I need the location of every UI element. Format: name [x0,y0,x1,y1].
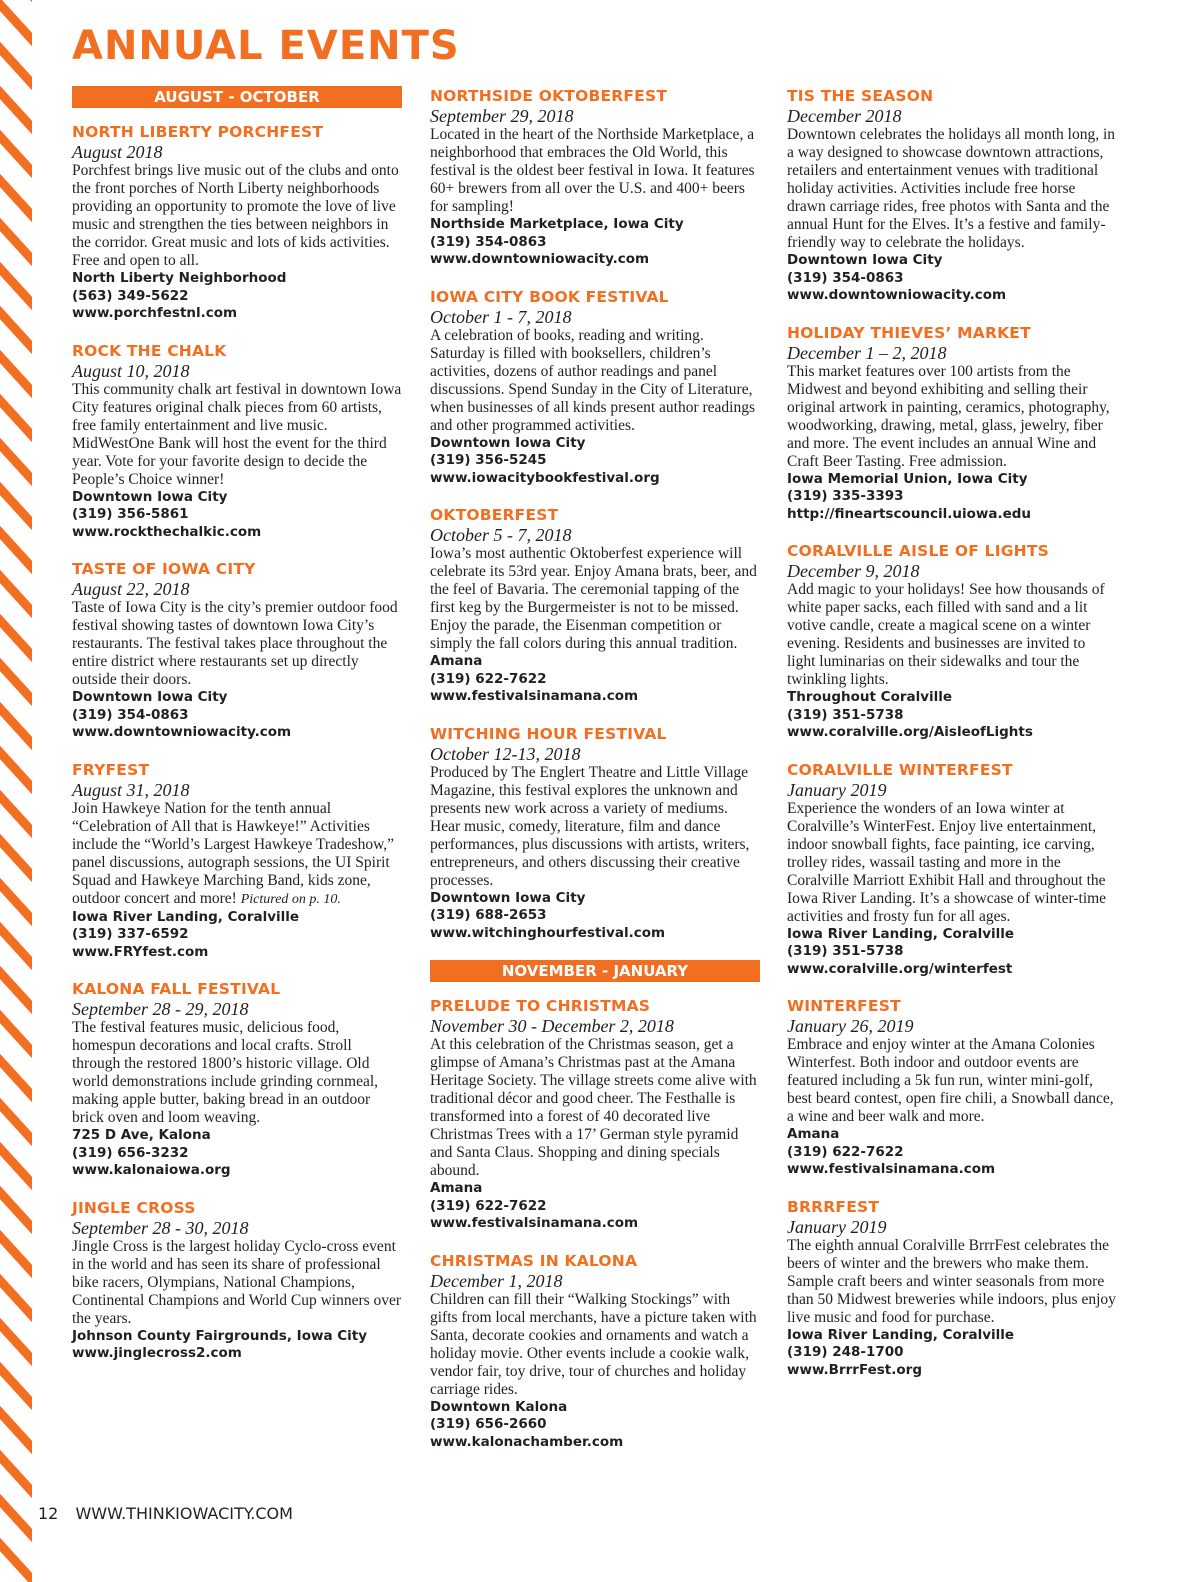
event-website-link[interactable]: www.kalonachamber.com [430,1433,624,1450]
decorative-stripe-border [0,0,32,1582]
event-description [787,126,1117,252]
event-list [787,86,1117,1379]
event-entry [72,122,402,323]
section-band-nov-jan: NOVEMBER - JANUARY [430,960,760,982]
event-phone: (319) 622-7622 [430,1197,547,1214]
event-entry [72,341,402,542]
event-description-text: Experience the wonders of an Iowa winter at Coralville’s WinterFest. Enjoy live entertainment, indoor snowball fights, face painting, ice carving, trolley rides, wassail tasting and more in the Coralville Marriott Exhibit Hall and throughout the Iowa River Landing. It’s a showcase of winter-time activities and frosty fun for all ages. [787,799,1107,925]
event-location: Northside Marketplace, Iowa City [430,216,684,232]
event-website-link[interactable]: http://fineartscouncil.uiowa.edu [787,505,1032,522]
event-website-link[interactable]: www.festivalsinamana.com [787,1161,996,1177]
event-title: CHRISTMAS IN KALONA [430,1251,638,1270]
event-location: 725 D Ave, Kalona [72,1127,211,1143]
event-entry [787,1197,1117,1380]
event-description [787,363,1117,471]
event-entry [787,323,1117,524]
event-entry [430,996,760,1233]
event-date: October 5 - 7, 2018 [430,525,572,545]
event-description [72,599,402,689]
event-description-text: Located in the heart of the Northside Marketplace, a neighborhood that embraces the Old World, this festival is the oldest beer festival in Iowa. It features 60+ brewers from all over the U.S. and 400+ beers for sampling! [430,126,755,215]
event-title: FRYFEST [72,760,150,779]
event-phone: (319) 335-3393 [787,488,904,504]
event-location: Amana [430,653,483,669]
event-description [430,545,760,653]
event-date: January 2019 [787,1216,887,1237]
event-description [72,162,402,270]
event-location: Downtown Iowa City [72,488,228,505]
event-entry [430,505,760,706]
event-website-link[interactable]: www.iowacitybookfestival.org [430,469,660,486]
event-phone: (319) 356-5245 [430,452,547,468]
event-description-text: This market features over 100 artists from the Midwest and beyond exhibiting and selling their original artwork in painting, ceramics, photography, woodworking, drawing, metal, glass, jewelry, fiber and more. The event includes an annual Wine and Craft Beer Tasting. Free admission. [787,362,1110,470]
event-description [787,1036,1117,1126]
event-date: January 2019 [787,779,887,800]
event-description [787,581,1117,689]
event-title: JINGLE CROSS [72,1198,196,1217]
event-title: CORALVILLE AISLE OF LIGHTS [787,542,1049,560]
event-description-text: Add magic to your holidays! See how thousands of white paper sacks, each filled with sand and a lit votive candle, create a magical scene on a winter evening. Residents and businesses are invited to light luminarias on their sidewalks and tour the twinkling lights. [787,581,1105,688]
event-description-text: A celebration of books, reading and writing. Saturday is filled with booksellers, children’s activities, dozens of author readings and panel discussions. Spend Sunday in the City of Literature, when businesses of all kinds present author readings and other programmed activities. [430,326,756,434]
event-date: October 1 - 7, 2018 [430,306,572,327]
event-location: Downtown Kalona [430,1398,568,1415]
page-title: ANNUAL EVENTS [72,23,460,69]
event-title: PRELUDE TO CHRISTMAS [430,997,651,1015]
event-location: Downtown Iowa City [787,252,943,268]
event-title: WITCHING HOUR FESTIVAL [430,724,667,743]
event-entry [430,1251,760,1452]
event-website-link[interactable]: www.downtowniowacity.com [787,287,1007,303]
event-description [72,381,402,489]
event-note: Pictured on p. 10. [240,891,341,907]
event-list [430,86,760,942]
event-website-link[interactable]: www.coralville.org/winterfest [787,960,1013,977]
event-website-link[interactable]: www.downtowniowacity.com [430,251,650,267]
event-phone: (319) 354-0863 [72,706,189,723]
column-left [72,86,402,1381]
event-title: NORTHSIDE OKTOBERFEST [430,87,668,105]
event-description-text: This community chalk art festival in downtown Iowa City features original chalk pieces from 60 artists, free family entertainment and live music. MidWestOne Bank will host the event for the third year. Vote for your favorite design to decide the People’s Choice winner! [72,380,402,488]
event-description-text: The festival features music, delicious food, homespun decorations and local crafts. Stroll through the restored 1800’s historic village. Old world demonstrations include grinding cornmeal, making apple butter, baking bread in an outdoor brick oven and loom weaving. [72,1019,379,1126]
event-website-link[interactable]: www.downtowniowacity.com [72,724,292,740]
event-title: NORTH LIBERTY PORCHFEST [72,123,324,141]
event-phone: (319) 248-1700 [787,1344,904,1360]
event-phone: (319) 656-2660 [430,1416,547,1432]
event-date: December 1 – 2, 2018 [787,342,947,363]
event-description [72,1238,402,1328]
event-date: December 9, 2018 [787,561,920,581]
event-entry [430,724,760,943]
event-description-text: Downtown celebrates the holidays all month long, in a way designed to showcase downtown attractions, retailers and entertainment venues with traditional holiday activities. Activities include free horse drawn carriage rides, free photos with Santa and the annual Hunt for the Elves. It’s a festive and family-friendly way to celebrate the holidays. [787,126,1116,251]
event-title: TASTE OF IOWA CITY [72,560,256,578]
event-description [787,800,1117,926]
event-date: October 12-13, 2018 [430,743,581,764]
event-description [430,1036,760,1180]
event-location: Amana [787,1126,840,1142]
page-footer [38,1504,293,1523]
event-description-text: Jingle Cross is the largest holiday Cyclo-cross event in the world and has seen its share of professional bike racers, Olympians, National Champions, Continental Champions and World Cup winners over the years. [72,1237,402,1327]
page-number: 12 [38,1504,59,1523]
event-date: September 28 - 30, 2018 [72,1217,249,1238]
event-description-text: Embrace and enjoy winter at the Amana Colonies Winterfest. Both indoor and outdoor events are featured including a 5k fun run, winter mini-golf, best beard contest, open fire chili, a Snowball dance, a wine and beer walk and more. [787,1036,1114,1125]
event-location: Downtown Iowa City [430,889,586,906]
event-title: WINTERFEST [787,997,901,1015]
event-description [72,800,402,909]
event-website-link[interactable]: www.coralville.org/AisleofLights [787,724,1033,740]
event-location: North Liberty Neighborhood [72,270,287,286]
event-date: November 30 - December 2, 2018 [430,1016,674,1036]
event-description [787,1237,1117,1327]
event-date: August 31, 2018 [72,779,190,800]
event-date: December 2018 [787,106,902,126]
event-location: Johnson County Fairgrounds, Iowa City [72,1327,368,1344]
event-location: Iowa River Landing, Coralville [787,1326,1015,1343]
event-location: Iowa River Landing, Coralville [787,925,1015,942]
event-entry [787,760,1117,979]
event-description [72,1019,402,1127]
event-phone: (319) 354-0863 [430,233,547,250]
event-entry [430,86,760,269]
event-title: OKTOBERFEST [430,506,559,524]
event-website-link[interactable]: www.festivalsinamana.com [430,688,639,704]
event-description-text: Taste of Iowa City is the city’s premier outdoor food festival showing tastes of downtown Iowa City’s restaurants. The festival takes place throughout the entire district where restaurants set up directly outside their doors. [72,599,398,688]
event-website-link[interactable]: www.FRYfest.com [72,943,209,960]
event-title: TIS THE SEASON [787,87,934,105]
event-description [430,764,760,890]
event-description-text: Produced by The Englert Theatre and Little Village Magazine, this festival explores the unknown and presents new work across a variety of mediums. Hear music, comedy, literature, film and dance performances, plus discussions with artists, writers, entrepreneurs, and others discussing their creative processes. [430,763,750,889]
event-date: January 26, 2019 [787,1016,914,1036]
event-description-text: Children can fill their “Walking Stockings” with gifts from local merchants, have a picture taken with Santa, decorate cookies and ornaments and watch a holiday movie. Other events include a cookie walk, vendor fair, toy drive, tour of churches and holiday carriage rides. [430,1290,757,1398]
event-list [72,122,402,1363]
event-entry [430,287,760,488]
event-phone: (319) 354-0863 [787,269,904,286]
event-title: HOLIDAY THIEVES’ MARKET [787,323,1031,342]
footer-url: WWW.THINKIOWACITY.COM [75,1504,293,1523]
event-location: Throughout Coralville [787,689,953,705]
event-entry [72,979,402,1180]
event-title: CORALVILLE WINTERFEST [787,760,1013,779]
event-entry [787,541,1117,742]
event-website-link[interactable]: www.festivalsinamana.com [430,1215,639,1231]
event-phone: (563) 349-5622 [72,287,189,304]
event-phone: (319) 622-7622 [430,670,547,687]
event-website-link[interactable]: www.jinglecross2.com [72,1345,242,1361]
event-description-text: At this celebration of the Christmas season, get a glimpse of Amana’s Christmas past at the Amana Heritage Society. The village streets come alive with traditional décor and good cheer. The Festhalle is transformed into a forest of 40 decorated live Christmas Trees with a 17’ German style pyramid and Santa Claus. Shopping and dining specials abound. [430,1036,757,1179]
event-website-link[interactable]: www.witchinghourfestival.com [430,924,666,941]
event-list [430,996,760,1451]
event-location: Iowa River Landing, Coralville [72,908,300,925]
event-location: Downtown Iowa City [430,434,586,451]
event-entry [72,1198,402,1363]
column-right [787,86,1117,1397]
event-entry [72,559,402,742]
event-title: BRRRFEST [787,1197,880,1216]
event-description [430,1291,760,1399]
event-entry [787,86,1117,305]
event-description [430,126,760,216]
event-title: IOWA CITY BOOK FESTIVAL [430,287,669,306]
event-location: Amana [430,1180,483,1196]
event-phone: (319) 351-5738 [787,706,904,723]
event-phone: (319) 622-7622 [787,1143,904,1160]
event-date: September 29, 2018 [430,106,574,126]
event-title: ROCK THE CHALK [72,341,227,360]
event-website-link[interactable]: www.rockthechalkic.com [72,523,262,540]
event-description-text: Iowa’s most authentic Oktoberfest experience will celebrate its 53rd year. Enjoy Amana brats, beer, and the feel of Bavaria. The ceremonial tapping of the first keg by the Burgermeister is not to be missed. Enjoy the parade, the Eisenman competition or simply the fall colors during this annual tradition. [430,545,757,652]
event-entry [72,760,402,962]
event-website-link[interactable]: www.kalonaiowa.org [72,1162,231,1178]
event-date: September 28 - 29, 2018 [72,999,249,1019]
event-date: August 10, 2018 [72,360,190,381]
event-description-text: Porchfest brings live music out of the clubs and onto the front porches of North Liberty neighborhoods providing an opportunity to promote the love of live music and strengthen the ties between neighbors in the corridor. Great music and lots of kids activities. Free and open to all. [72,162,399,269]
event-description-text: The eighth annual Coralville BrrrFest celebrates the beers of winter and the brewers who make them. Sample craft beers and winter seasonals from more than 50 Midwest breweries while indoors, plus enjoy live music and food for purchase. [787,1236,1116,1326]
event-website-link[interactable]: www.porchfestnl.com [72,305,238,321]
event-date: December 1, 2018 [430,1270,563,1291]
event-title: KALONA FALL FESTIVAL [72,980,281,998]
event-location: Iowa Memorial Union, Iowa City [787,470,1028,487]
event-phone: (319) 688-2653 [430,907,547,923]
event-phone: (319) 356-5861 [72,506,189,522]
event-date: August 2018 [72,142,163,162]
event-location: Downtown Iowa City [72,689,228,705]
event-website-link[interactable]: www.BrrrFest.org [787,1361,922,1378]
event-description-text: Join Hawkeye Nation for the tenth annual “Celebration of All that is Hawkeye!” Activities include the “World’s Largest Hawkeye Tradeshow,” panel discussions, autograph sessions, the UI Spirit Squad and Hawkeye Marching Band, kids zone, outdoor concert and more! [72,799,395,907]
section-band-aug-oct: AUGUST - OCTOBER [72,86,402,108]
event-date: August 22, 2018 [72,579,190,599]
event-entry [787,996,1117,1179]
event-phone: (319) 656-3232 [72,1144,189,1161]
event-description [430,327,760,435]
event-phone: (319) 337-6592 [72,926,189,942]
column-middle [430,86,760,1469]
event-phone: (319) 351-5738 [787,943,904,959]
